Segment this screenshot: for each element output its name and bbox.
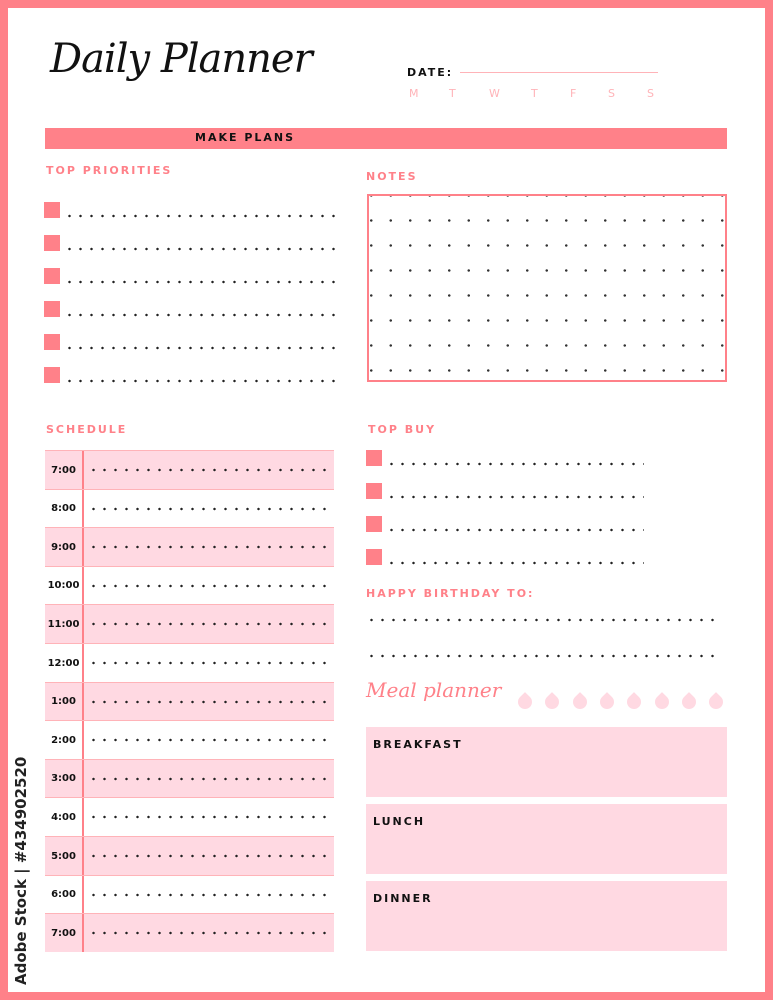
buy-checkbox[interactable]: [366, 516, 382, 532]
watermark: Adobe Stock | #434902520: [12, 756, 30, 985]
divider: [82, 721, 84, 759]
day-fri[interactable]: F: [570, 87, 577, 100]
buy-line[interactable]: [386, 528, 644, 532]
day-thu[interactable]: T: [531, 87, 538, 100]
notes-heading: NOTES: [366, 170, 418, 183]
buy-checkbox[interactable]: [366, 549, 382, 565]
day-wed[interactable]: W: [489, 87, 500, 100]
time-label: 7:00: [51, 927, 76, 939]
schedule-row[interactable]: [45, 720, 334, 759]
time-label: 8:00: [51, 503, 76, 515]
priority-line[interactable]: [64, 247, 336, 251]
buy-checkbox[interactable]: [366, 483, 382, 499]
schedule-row[interactable]: [45, 527, 334, 566]
lunch-label: LUNCH: [373, 815, 426, 828]
top-buy-heading: TOP BUY: [368, 423, 437, 436]
schedule-row[interactable]: [45, 836, 334, 875]
lunch-box[interactable]: [366, 804, 727, 874]
day-sat[interactable]: S: [608, 87, 615, 100]
day-mon[interactable]: M: [409, 87, 419, 100]
schedule-line[interactable]: [88, 584, 330, 588]
priority-line[interactable]: [64, 214, 336, 218]
schedule-line[interactable]: [88, 893, 330, 897]
page-title: Daily Planner: [50, 36, 312, 82]
divider: [82, 760, 84, 798]
time-label: 5:00: [51, 850, 76, 862]
schedule-line[interactable]: [88, 545, 330, 549]
divider: [82, 528, 84, 566]
priority-line[interactable]: [64, 280, 336, 284]
schedule-line[interactable]: [88, 854, 330, 858]
priority-checkbox[interactable]: [44, 367, 60, 383]
notes-box[interactable]: [367, 194, 727, 382]
schedule-row[interactable]: [45, 566, 334, 605]
time-label: 9:00: [51, 541, 76, 553]
priority-checkbox[interactable]: [44, 235, 60, 251]
birthday-heading: HAPPY BIRTHDAY TO:: [366, 587, 535, 600]
date-line[interactable]: [460, 72, 658, 73]
priority-checkbox[interactable]: [44, 268, 60, 284]
priority-line[interactable]: [64, 313, 336, 317]
time-label: 7:00: [51, 464, 76, 476]
divider: [82, 914, 84, 952]
time-label: 10:00: [47, 580, 80, 592]
priority-line[interactable]: [64, 346, 336, 350]
priority-checkbox[interactable]: [44, 334, 60, 350]
priority-checkbox[interactable]: [44, 301, 60, 317]
schedule-line[interactable]: [88, 468, 330, 472]
divider: [82, 876, 84, 914]
buy-line[interactable]: [386, 561, 644, 565]
dinner-box[interactable]: [366, 881, 727, 951]
breakfast-label: BREAKFAST: [373, 738, 463, 751]
divider: [82, 567, 84, 605]
schedule-heading: SCHEDULE: [46, 423, 128, 436]
divider: [82, 798, 84, 836]
breakfast-box[interactable]: [366, 727, 727, 797]
date-label: DATE:: [407, 66, 454, 79]
schedule-row[interactable]: [45, 489, 334, 528]
priority-line[interactable]: [64, 379, 336, 383]
divider: [82, 605, 84, 643]
divider: [82, 490, 84, 528]
schedule-line[interactable]: [88, 931, 330, 935]
schedule-line[interactable]: [88, 622, 330, 626]
schedule-row[interactable]: [45, 643, 334, 682]
banner-label: MAKE PLANS: [195, 131, 296, 144]
priorities-heading: TOP PRIORITIES: [46, 164, 173, 177]
schedule-row[interactable]: [45, 875, 334, 914]
time-label: 2:00: [51, 734, 76, 746]
schedule-line[interactable]: [88, 507, 330, 511]
make-plans-banner: [45, 128, 727, 149]
divider: [82, 451, 84, 489]
schedule-row[interactable]: [45, 604, 334, 643]
birthday-line[interactable]: [366, 618, 716, 622]
divider: [82, 683, 84, 721]
schedule-row[interactable]: [45, 797, 334, 836]
time-label: 4:00: [51, 811, 76, 823]
time-label: 3:00: [51, 773, 76, 785]
buy-checkbox[interactable]: [366, 450, 382, 466]
birthday-line[interactable]: [366, 654, 716, 658]
schedule-line[interactable]: [88, 700, 330, 704]
time-label: 1:00: [51, 696, 76, 708]
schedule-row[interactable]: [45, 682, 334, 721]
divider: [82, 644, 84, 682]
day-tue[interactable]: T: [449, 87, 456, 100]
schedule-line[interactable]: [88, 738, 330, 742]
schedule-line[interactable]: [88, 777, 330, 781]
schedule-line[interactable]: [88, 661, 330, 665]
dinner-label: DINNER: [373, 892, 433, 905]
buy-line[interactable]: [386, 495, 644, 499]
buy-line[interactable]: [386, 462, 644, 466]
schedule-row[interactable]: [45, 759, 334, 798]
schedule-row[interactable]: [45, 450, 334, 489]
meal-planner-title: Meal planner: [366, 678, 502, 702]
time-label: 12:00: [47, 657, 80, 669]
schedule-line[interactable]: [88, 815, 330, 819]
schedule-row[interactable]: [45, 913, 334, 952]
time-label: 6:00: [51, 889, 76, 901]
day-sun[interactable]: S: [647, 87, 654, 100]
divider: [82, 837, 84, 875]
time-label: 11:00: [47, 618, 80, 630]
priority-checkbox[interactable]: [44, 202, 60, 218]
